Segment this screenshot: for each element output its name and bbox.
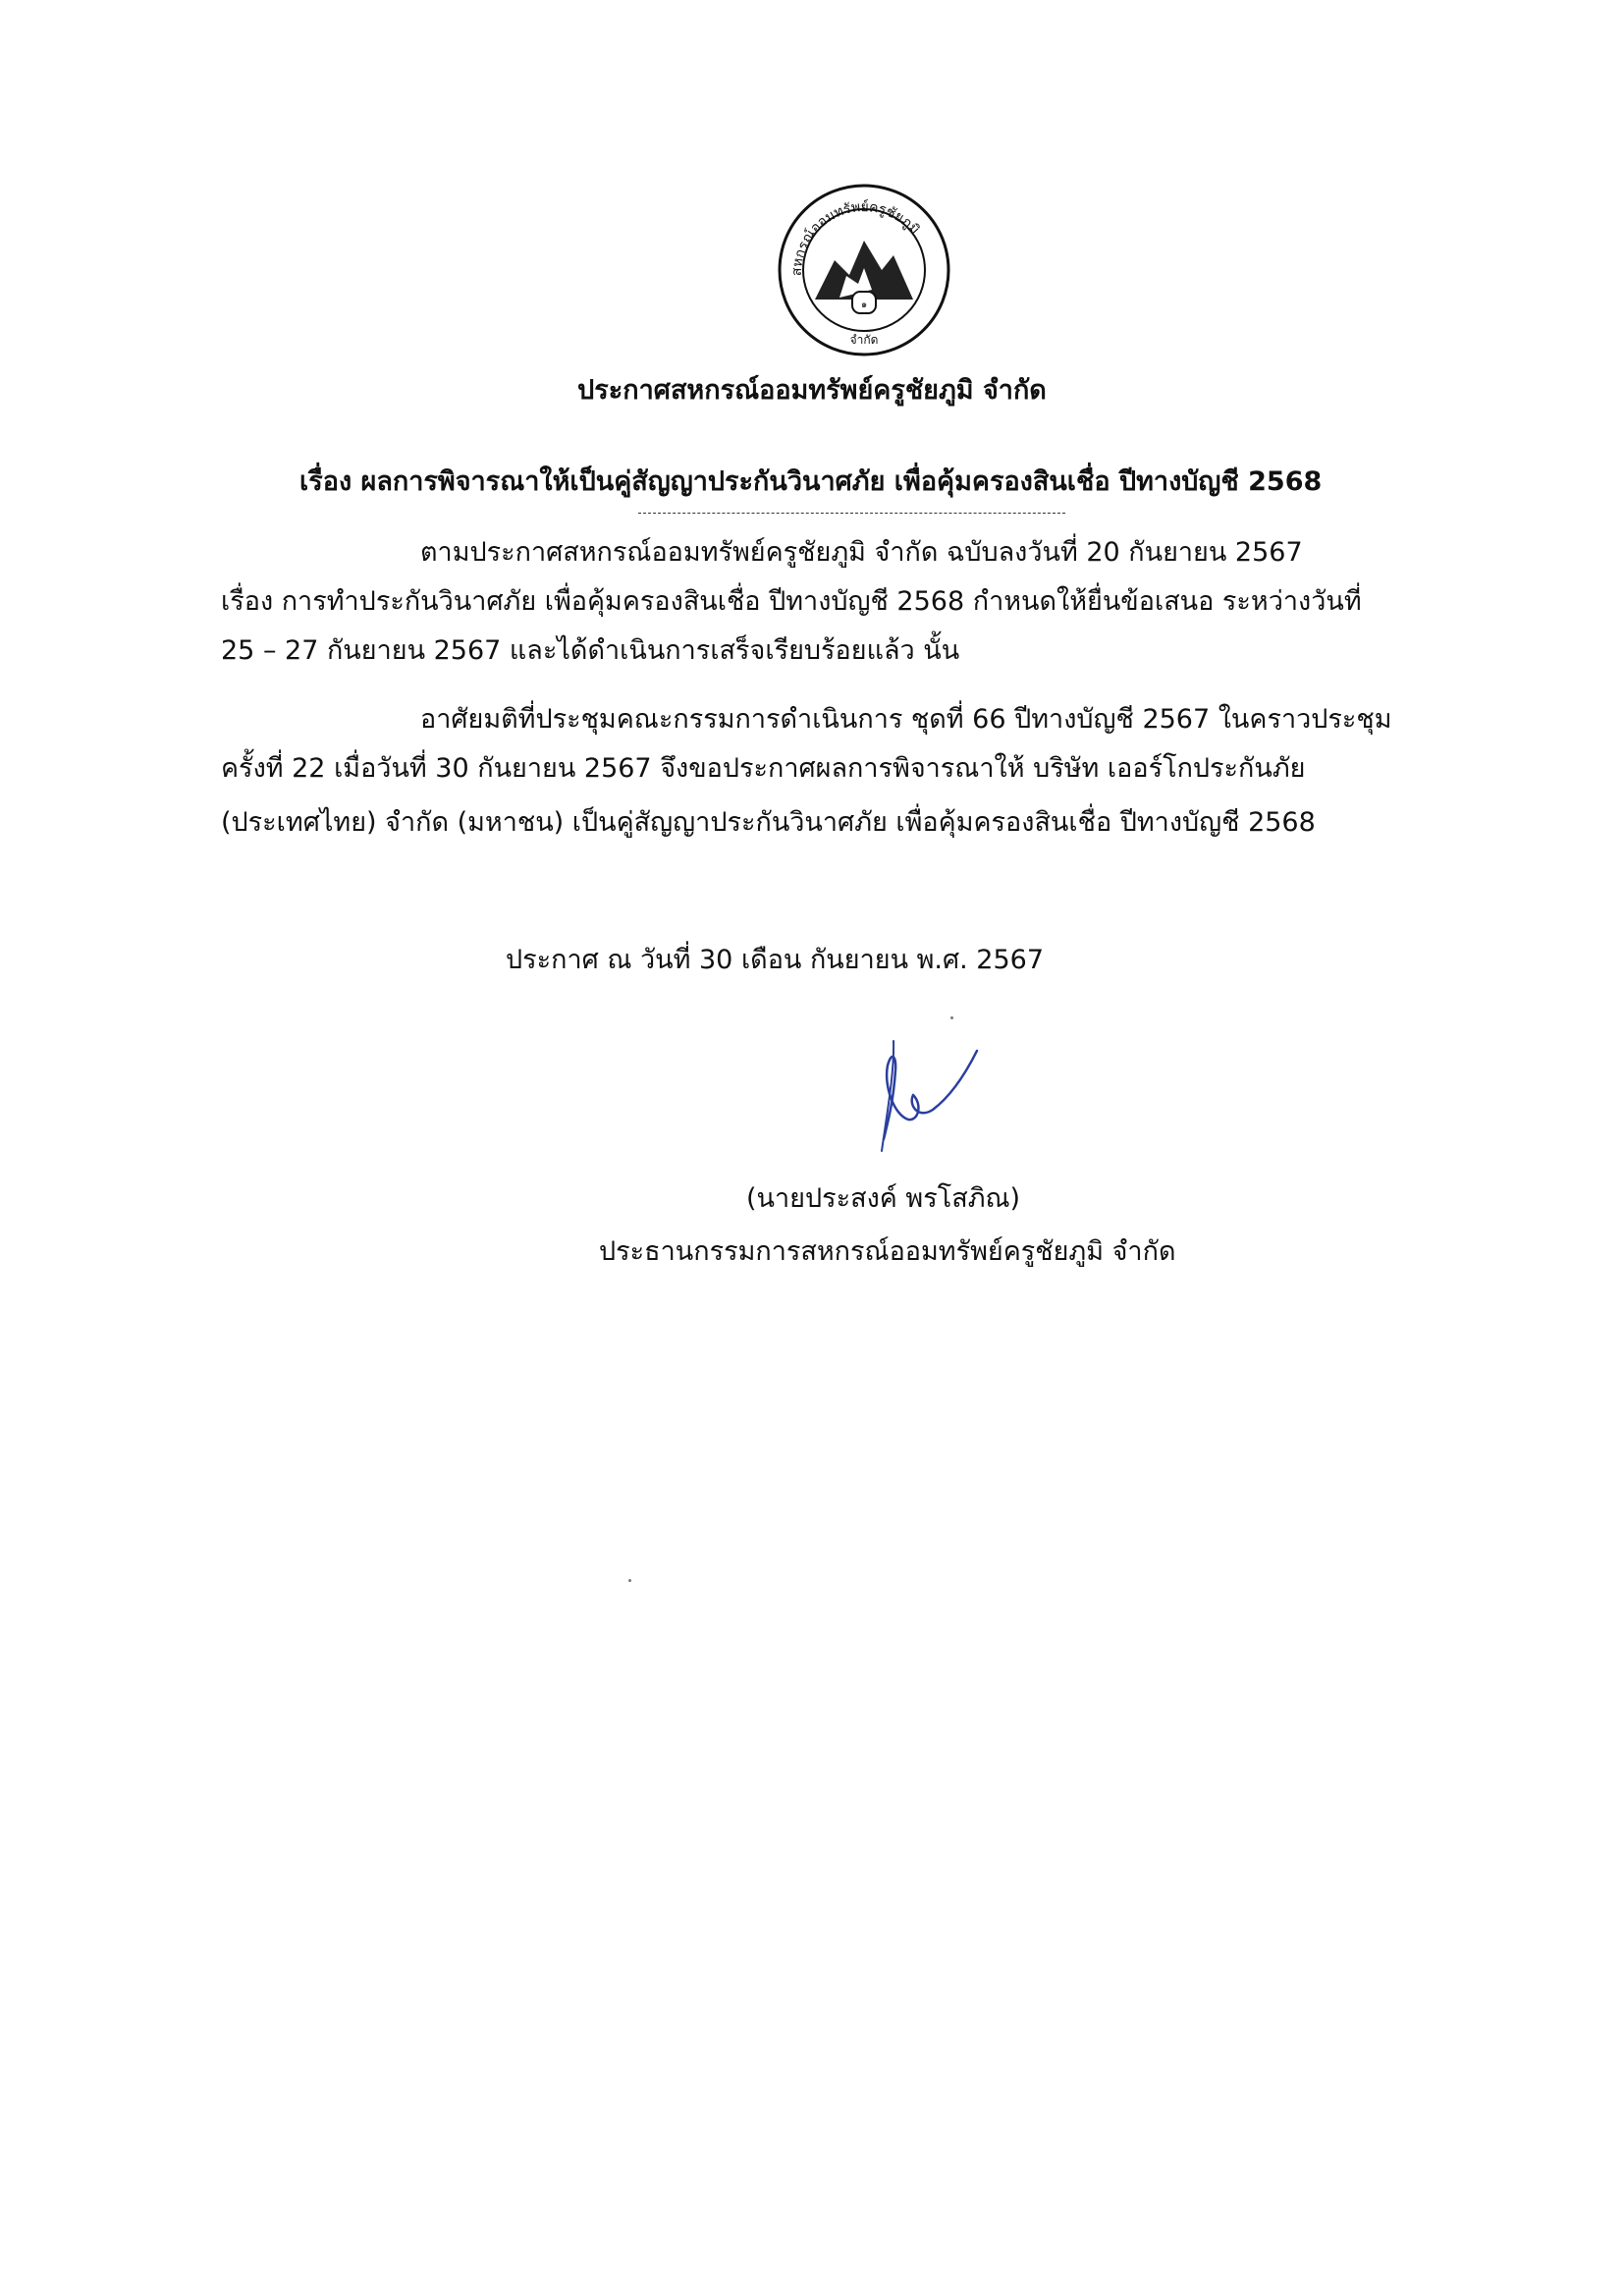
- signatory-name: (นายประสงค์ พรโสภิณ): [746, 1183, 1021, 1214]
- svg-text:๑: ๑: [860, 300, 868, 310]
- announcement-date: ประกาศ ณ วันที่ 30 เดือน กันยายน พ.ศ. 2567: [506, 945, 1045, 975]
- announcement-subject: เรื่อง ผลการพิจารณาให้เป็นคู่สัญญาประกันวินาศภัย เพื่อคุ้มครองสินเชื่อ ปีทางบัญชี 2568: [299, 466, 1323, 497]
- seal-text: สหกรณ์ออมทรัพย์ครูชัยภูมิ: [788, 199, 923, 277]
- signatory-position: ประธานกรรมการสหกรณ์ออมทรัพย์ครูชัยภูมิ จำกัด: [599, 1236, 1176, 1267]
- body-p1-line-1: ตามประกาศสหกรณ์ออมทรัพย์ครูชัยภูมิ จำกัด ฉบับลงวันที่ 20 กันยายน 2567: [420, 537, 1303, 568]
- body-p2-line-3: (ประเทศไทย) จำกัด (มหาชน) เป็นคู่สัญญาประกันวินาศภัย เพื่อคุ้มครองสินเชื่อ ปีทางบัญชี 2568: [221, 807, 1316, 838]
- body-p2-line-1: อาศัยมติที่ประชุมคณะกรรมการดำเนินการ ชุดที่ 66 ปีทางบัญชี 2567 ในคราวประชุม: [420, 704, 1392, 735]
- body-p1-line-3: 25 – 27 กันยายน 2567 และได้ดำเนินการเสร็จเรียบร้อยแล้ว นั้น: [221, 635, 960, 666]
- ink-speck: [628, 1579, 631, 1582]
- body-p1-line-2: เรื่อง การทำประกันวินาศภัย เพื่อคุ้มครองสินเชื่อ ปีทางบัญชี 2568 กำหนดให้ยื่นข้อเสนอ ระหว่างวันที่: [221, 586, 1362, 617]
- body-p2-line-2: ครั้งที่ 22 เมื่อวันที่ 30 กันยายน 2567 จึงขอประกาศผลการพิจารณาให้ บริษัท เออร์โกประกันภัย: [221, 753, 1306, 784]
- ink-speck: [950, 1016, 953, 1019]
- dashed-divider: [638, 513, 1065, 514]
- cooperative-seal-logo: [776, 182, 952, 358]
- handwritten-signature: [864, 1011, 992, 1169]
- announcement-title: ประกาศสหกรณ์ออมทรัพย์ครูชัยภูมิ จำกัด: [577, 375, 1047, 406]
- seal-bottom-text: จำกัด: [849, 333, 879, 347]
